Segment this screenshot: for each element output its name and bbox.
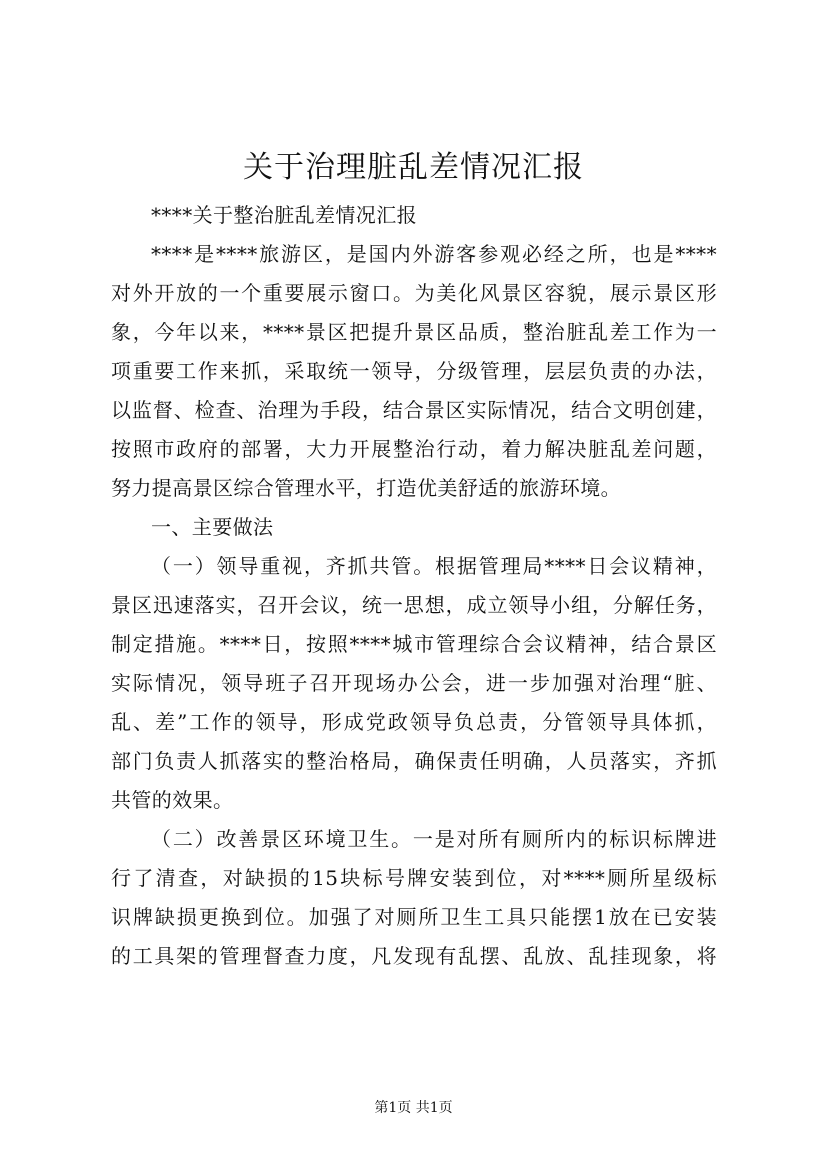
paragraph-line: 努力提高景区综合管理水平，打造优美舒适的旅游环境。 [111, 476, 621, 500]
document-title: 关于治理脏乱差情况汇报 [243, 150, 584, 185]
paragraph-line: 以监督、检查、治理为手段，结合景区实际情况，结合文明创建， [111, 398, 717, 422]
paragraph-line: 的工具架的管理督查力度，凡发现有乱摆、乱放、乱挂现象，将 [111, 944, 717, 968]
paragraph-line: 识牌缺损更换到位。加强了对厕所卫生工具只能摆1放在已安装 [111, 905, 717, 929]
paragraph-line: 部门负责人抓落实的整治格局，确保责任明确，人员落实，齐抓 [111, 749, 717, 773]
paragraph-line: 制定措施。****日，按照****城市管理综合会议精神，结合景区 [111, 632, 717, 656]
paragraph-line: （一）领导重视，齐抓共管。根据管理局****日会议精神， [151, 554, 717, 578]
paragraph-line: 实际情况，领导班子召开现场办公会，进一步加强对治理“脏、 [111, 671, 717, 695]
document-body [111, 196, 717, 976]
paragraph-line: 项重要工作来抓，采取统一领导，分级管理，层层负责的办法， [111, 359, 717, 383]
paragraph-line: 按照市政府的部署，大力开展整治行动，着力解决脏乱差问题， [111, 437, 717, 461]
paragraph-line: 对外开放的一个重要展示窗口。为美化风景区容貌，展示景区形 [111, 281, 717, 305]
paragraph-line: （二）改善景区环境卫生。一是对所有厕所内的标识标牌进 [151, 827, 717, 851]
paragraph-line: 景区迅速落实，召开会议，统一思想，成立领导小组，分解任务， [111, 593, 717, 617]
paragraph-line: 象，今年以来，****景区把提升景区品质，整治脏乱差工作为一 [111, 320, 717, 344]
page-footer: 第1页 共1页 [374, 1100, 453, 1116]
paragraph-line: 乱、差”工作的领导，形成党政领导负总责，分管领导具体抓， [111, 710, 717, 734]
section-heading: 一、主要做法 [151, 515, 274, 539]
paragraph-line: ****关于整治脏乱差情况汇报 [151, 203, 417, 227]
paragraph-line: 行了清查，对缺损的15块标号牌安装到位，对****厕所星级标 [111, 866, 717, 890]
paragraph-line: 共管的效果。 [111, 788, 234, 812]
paragraph-line: ****是****旅游区，是国内外游客参观必经之所，也是**** [151, 242, 717, 266]
